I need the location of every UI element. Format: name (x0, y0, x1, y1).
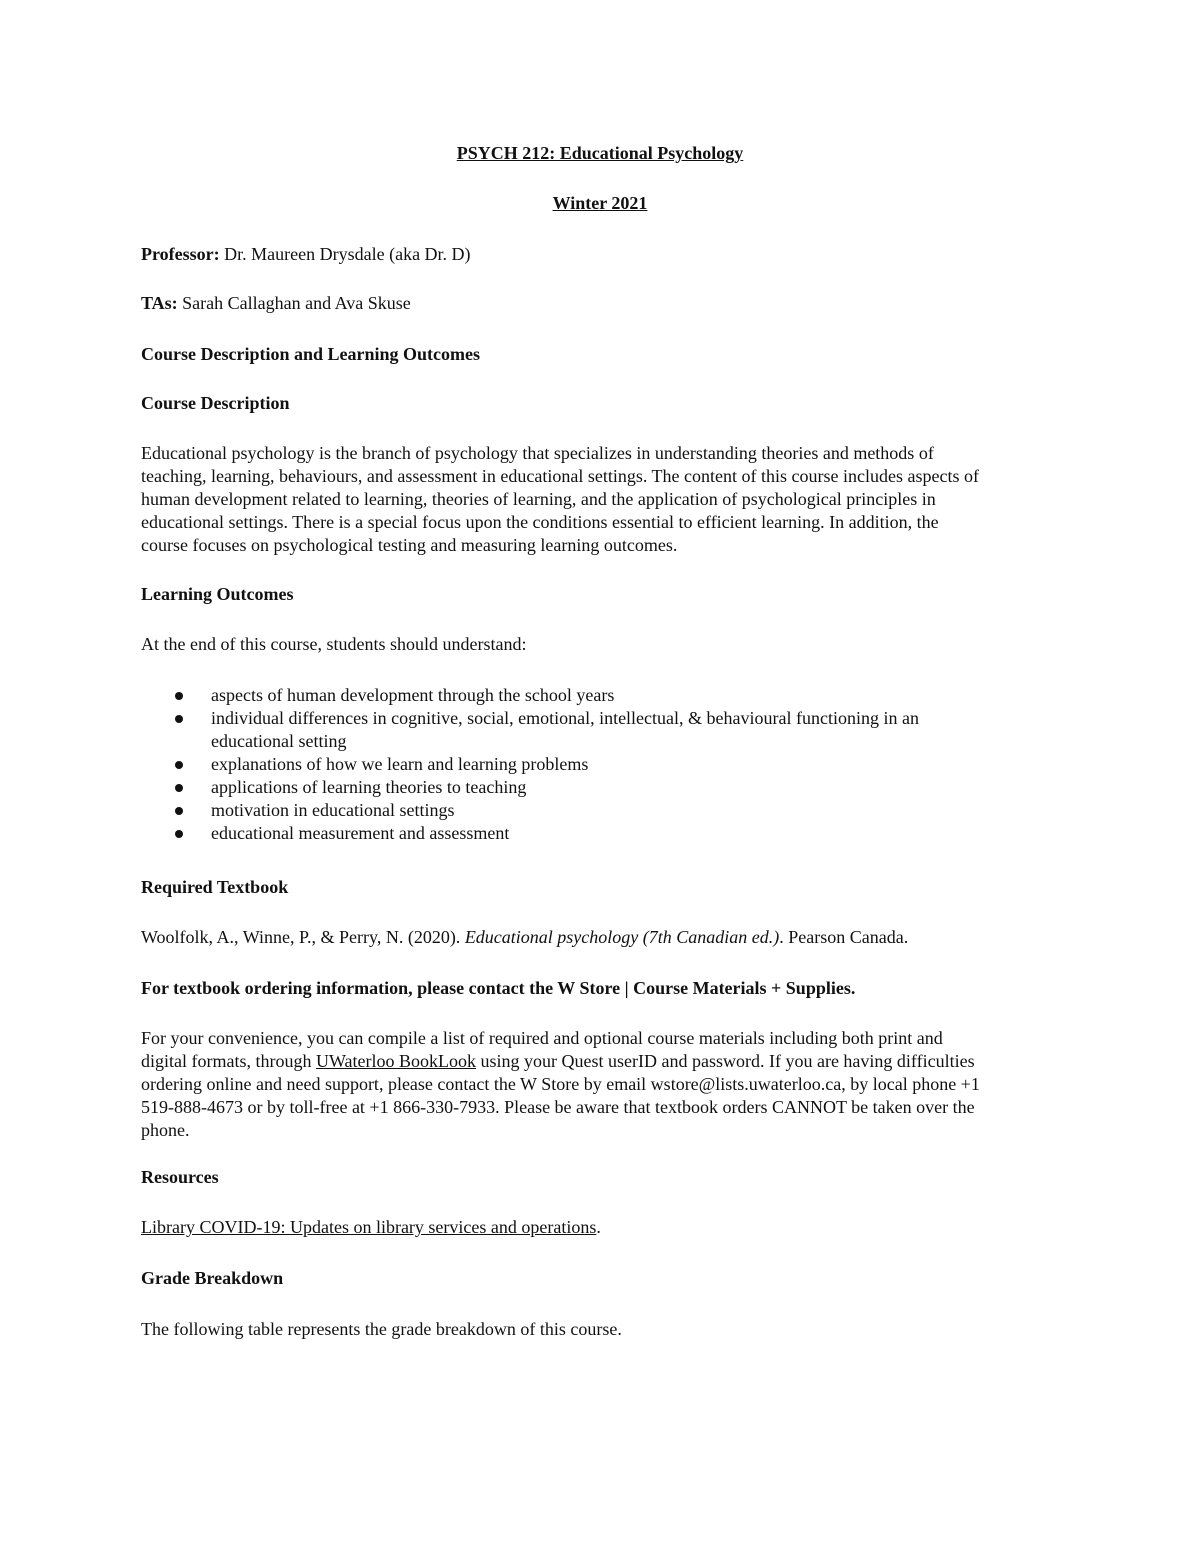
textbook-title: Educational psychology (7th Canadian ed.) (464, 927, 780, 947)
tas-label: TAs: (141, 293, 178, 313)
tas-value: Sarah Callaghan and Ava Skuse (177, 293, 411, 313)
learning-outcomes-heading: Learning Outcomes (141, 584, 294, 604)
ordering-heading: For textbook ordering information, please contact the W Store | Course Materials + Supplies. (141, 978, 856, 998)
grade-breakdown-heading: Grade Breakdown (141, 1268, 284, 1288)
tas-line (141, 292, 1071, 315)
paragraph-line: teaching, learning, behaviours, and assessment in educational settings. The content of this course includes aspects of (141, 466, 979, 486)
professor-line (141, 243, 1071, 266)
bullet-icon (175, 807, 183, 815)
bullet-icon (175, 830, 183, 838)
resources-heading: Resources (141, 1167, 219, 1187)
learning-outcomes-intro: At the end of this course, students should understand: (141, 634, 527, 654)
list-item: aspects of human development through the school years (141, 684, 1071, 707)
course-description-paragraph (141, 442, 1071, 557)
paragraph-line: educational settings. There is a special focus upon the conditions essential to efficient learning. In addition, the (141, 512, 939, 532)
paragraph-line: For your convenience, you can compile a list of required and optional course materials including both print and (141, 1028, 943, 1048)
paragraph-line: digital formats, through UWaterloo BookLook using your Quest userID and password. If you are having difficulties (141, 1051, 975, 1071)
bullet-icon (175, 784, 183, 792)
course-description-heading: Course Description (141, 393, 290, 413)
list-item: applications of learning theories to teaching (141, 776, 1071, 799)
paragraph-line: human development related to learning, theories of learning, and the application of psychological principles in (141, 489, 936, 509)
grade-breakdown-intro: The following table represents the grade breakdown of this course. (141, 1319, 622, 1339)
list-item: explanations of how we learn and learning problems (141, 753, 1071, 776)
library-covid-link[interactable]: Library COVID-19: Updates on library services and operations (141, 1217, 597, 1237)
paragraph-line: course focuses on psychological testing and measuring learning outcomes. (141, 535, 678, 555)
textbook-citation: Woolfolk, A., Winne, P., & Perry, N. (2020). Educational psychology (7th Canadian ed.). Pearson Canada. (141, 927, 909, 947)
professor-value: Dr. Maureen Drysdale (aka Dr. D) (219, 244, 471, 264)
list-item: motivation in educational settings (141, 799, 1071, 822)
booklook-link[interactable]: UWaterloo BookLook (315, 1051, 477, 1071)
list-item-continuation: educational setting (211, 731, 347, 751)
learning-outcomes-list (141, 684, 1071, 845)
course-title: PSYCH 212: Educational Psychology (456, 143, 744, 163)
term-title: Winter 2021 (552, 193, 648, 213)
professor-label: Professor: (141, 244, 220, 264)
ordering-paragraph (141, 1027, 1071, 1142)
paragraph-line: ordering online and need support, please contact the W Store by email wstore@lists.uwaterloo.ca, by local phone +1 (141, 1074, 980, 1094)
bullet-icon (175, 692, 183, 700)
bullet-icon (175, 715, 183, 723)
cdlo-heading: Course Description and Learning Outcomes (141, 344, 480, 364)
paragraph-line: phone. (141, 1120, 190, 1140)
paragraph-line: 519-888-4673 or by toll-free at +1 866-330-7933. Please be aware that textbook orders CANNOT be taken over the (141, 1097, 975, 1117)
bullet-icon (175, 761, 183, 769)
list-item: educational measurement and assessment (141, 822, 1071, 845)
textbook-heading: Required Textbook (141, 877, 289, 897)
resources-line: Library COVID-19: Updates on library services and operations. (141, 1217, 601, 1237)
paragraph-line: Educational psychology is the branch of psychology that specializes in understanding theories and methods of (141, 443, 934, 463)
list-item: individual differences in cognitive, social, emotional, intellectual, & behavioural functioning in an (141, 707, 1071, 730)
